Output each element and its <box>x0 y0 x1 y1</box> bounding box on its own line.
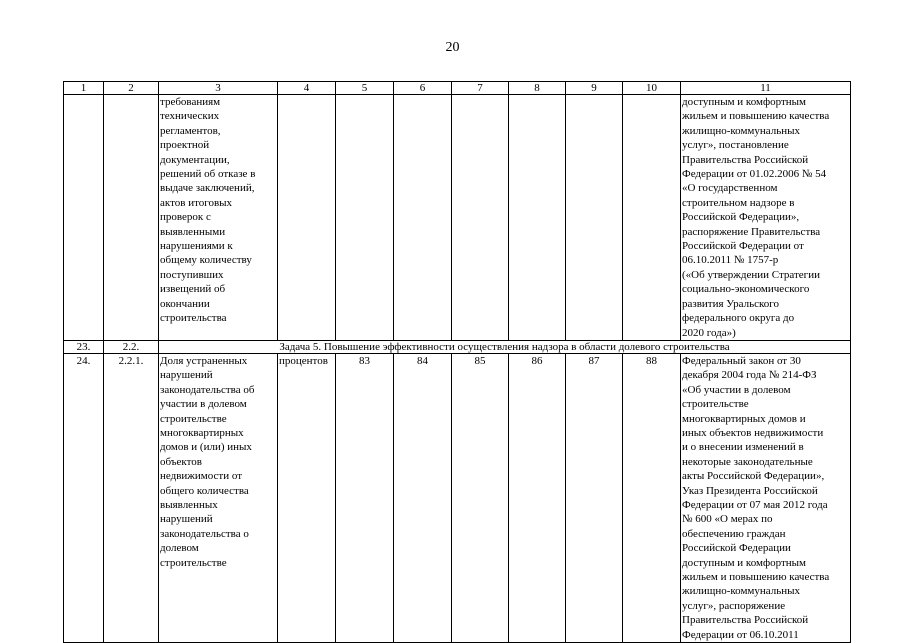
value-cell: 86 <box>509 353 566 642</box>
column-header: 6 <box>394 82 452 95</box>
column-header: 5 <box>336 82 394 95</box>
table-cell <box>509 95 566 341</box>
table-row-24 <box>64 353 851 642</box>
row-code: 2.2. <box>104 340 159 353</box>
indicator-description: Доля устраненных нарушений законодательства об участии в долевом строительстве многоквартирных домов и (или) иных объектов недвижимости от общего количества выявленных нарушений законодательства о долевом строительстве <box>159 353 278 642</box>
table-row-continuation <box>64 95 851 341</box>
row-number: 23. <box>64 340 104 353</box>
value-cell: 84 <box>394 353 452 642</box>
column-header: 7 <box>452 82 509 95</box>
value-cell: 83 <box>336 353 394 642</box>
value-cell: 88 <box>623 353 681 642</box>
column-header: 9 <box>566 82 623 95</box>
table-cell <box>104 95 159 341</box>
table-cell <box>336 95 394 341</box>
data-table <box>63 81 851 643</box>
indicator-description: требованиям технических регламентов, проектной документации, решений об отказе в выдаче заключений, актов итоговых проверок с выявленными нарушениями к общему количеству поступивших извещений об окончании строительства <box>159 95 278 341</box>
column-header: 8 <box>509 82 566 95</box>
page-number: 20 <box>445 40 460 55</box>
table-row-task <box>64 340 851 353</box>
value-cell: 87 <box>566 353 623 642</box>
task-title: Задача 5. Повышение эффективности осуществления надзора в области долевого строительства <box>159 340 851 353</box>
table-cell <box>623 95 681 341</box>
column-header: 2 <box>104 82 159 95</box>
table-cell <box>452 95 509 341</box>
column-header: 3 <box>159 82 278 95</box>
unit-cell: процентов <box>278 353 336 642</box>
column-header: 1 <box>64 82 104 95</box>
column-header: 11 <box>681 82 851 95</box>
table-cell <box>278 95 336 341</box>
row-code: 2.2.1. <box>104 353 159 642</box>
column-header-row <box>64 82 851 95</box>
legal-basis: Федеральный закон от 30 декабря 2004 года № 214-ФЗ «Об участии в долевом строительстве многоквартирных домов и иных объектов недвижимости и о внесении изменений в некоторые законодательные акты Российской Федерации», Указ Президента Российской Федерации от 07 мая 2012 года № 600 «О мерах по обеспечению граждан Российской Федерации доступным и комфортным жильем и повышению качества жилищно-коммунальных услуг», распоряжение Правительства Российской Федерации от 06.10.2011 <box>681 353 851 642</box>
table-cell <box>566 95 623 341</box>
table-cell <box>394 95 452 341</box>
row-number: 24. <box>64 353 104 642</box>
table-cell <box>64 95 104 341</box>
column-header: 10 <box>623 82 681 95</box>
column-header: 4 <box>278 82 336 95</box>
legal-basis: доступным и комфортным жильем и повышению качества жилищно-коммунальных услуг», постановление Правительства Российской Федерации от 01.02.2006 № 54 «О государственном строительном надзоре в Российской Федерации», распоряжение Правительства Российской Федерации от 06.10.2011 № 1757-р («Об утверждении Стратегии социально-экономического развития Уральского федерального округа до 2020 года») <box>681 95 851 341</box>
value-cell: 85 <box>452 353 509 642</box>
